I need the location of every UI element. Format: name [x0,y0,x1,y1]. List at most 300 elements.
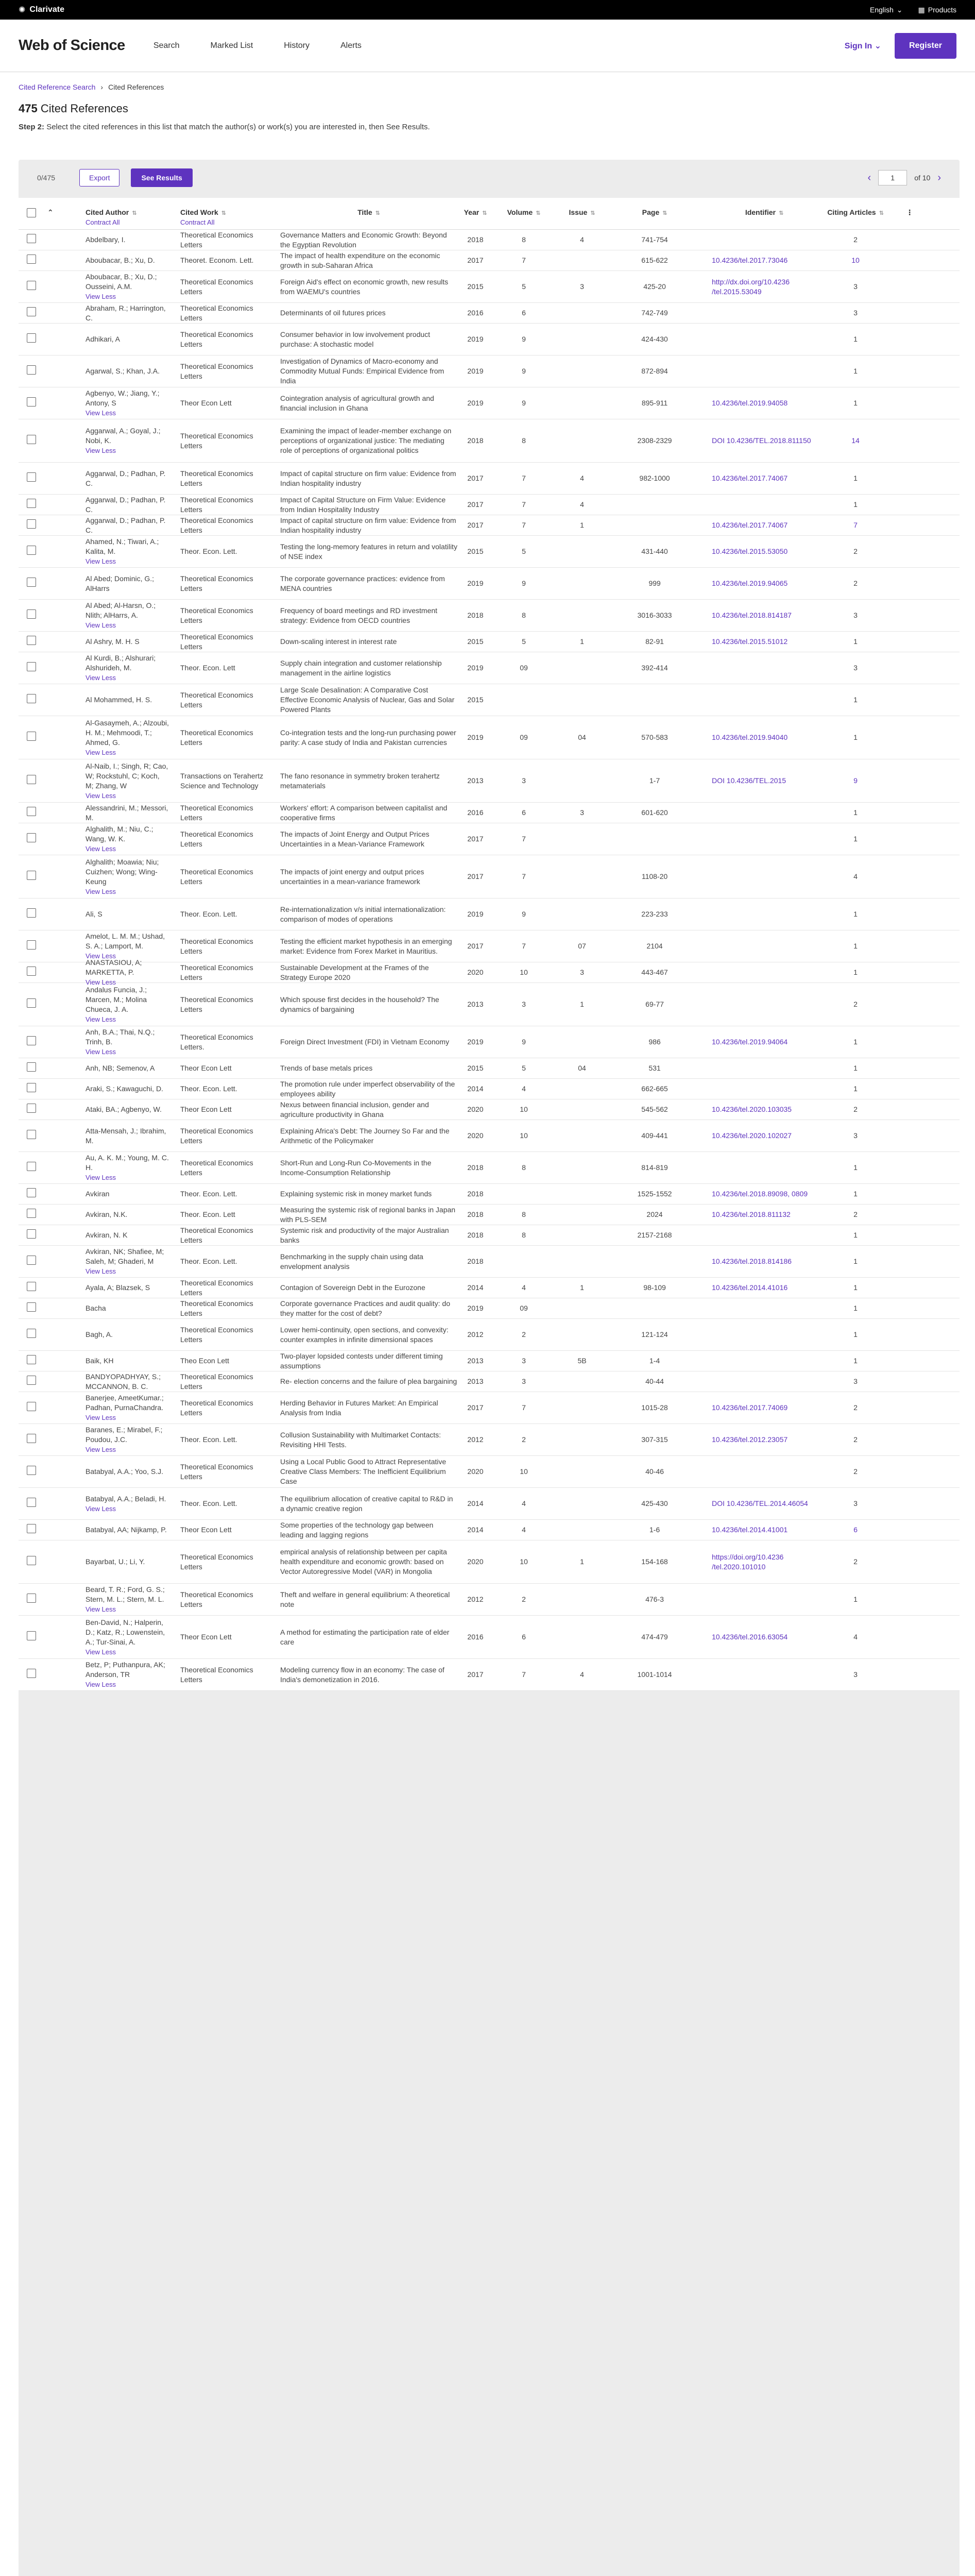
citing-articles-count[interactable]: 1 [853,835,858,843]
year: 2017 [467,872,484,880]
cited-work: Theoretical Economics Letters [180,1158,253,1177]
header-cited-work[interactable]: Cited Work ⇅ Contract All [169,208,277,226]
row-select-cell [19,397,47,409]
citing-articles-count[interactable]: 3 [853,664,858,672]
identifier-link[interactable]: 10.4236/tel.2019.94040 [712,733,788,741]
identifier-link[interactable]: 10.4236/tel.2015.51012 [712,637,788,646]
cited-author: Al-Gasaymeh, A.; Alzoubi, H. M.; Mehmoodi, T.; Ahmed, G. [85,718,169,747]
row-checkbox[interactable] [27,1209,36,1218]
year: 2017 [467,1670,484,1679]
citing-articles-count[interactable]: 3 [853,611,858,619]
row-checkbox[interactable] [27,636,36,645]
table-row [19,495,960,515]
cited-title: Large Scale Desalination: A Comparative Cost Effective Economic Analysis of Nuclear, Gas and Solar Powered Plants [280,686,455,714]
citing-articles-count[interactable]: 2 [853,1435,858,1444]
selected-count: 0/475 [37,174,56,182]
year: 2014 [467,1499,484,1507]
header-title[interactable]: Title ⇅ [357,208,380,216]
citing-articles-count[interactable]: 1 [853,1084,858,1093]
table-row [19,1520,960,1540]
row-checkbox[interactable] [27,1669,36,1678]
contract-all-work[interactable]: Contract All [180,218,215,226]
page-total: of 10 [914,174,931,182]
register-button[interactable]: Register [895,33,956,59]
next-page-icon[interactable]: › [937,172,941,183]
sort-icon: ⇅ [375,210,380,216]
cited-work: Theor. Econ. Lett. [180,1257,237,1265]
cited-author: Ben-David, N.; Halperin, D.; Katz, R.; Lowenstein, A.; Tur-Sinai, A. [85,1618,165,1646]
year: 2018 [467,1163,484,1172]
identifier-link[interactable]: 10.4236/tel.2020.102027 [712,1131,792,1140]
table-row [19,1278,960,1298]
citing-articles-count[interactable]: 10 [851,256,860,264]
identifier-link[interactable]: 10.4236/tel.2018.814187 [712,611,792,619]
row-select-cell [19,472,47,484]
page-range: 1-7 [649,776,660,785]
volume: 3 [522,1357,526,1365]
clarivate-brand[interactable]: ✺ Clarivate [19,5,64,14]
row-checkbox[interactable] [27,807,36,816]
identifier-link[interactable]: 10.4236/tel.2019.94065 [712,579,788,587]
year: 2019 [467,335,484,343]
issue: 4 [580,1670,584,1679]
page-range: 615-622 [641,256,668,264]
table-row [19,1152,960,1184]
view-less-link[interactable]: View Less [85,1267,116,1275]
cited-author-cell [76,985,169,1024]
cited-author: Avkiran [85,1190,110,1198]
row-checkbox[interactable] [27,546,36,555]
citing-articles-count[interactable]: 1 [853,968,858,976]
more-options-icon[interactable]: ⋮ [906,208,913,216]
cited-work: Theoretical Economics Letters [180,829,253,848]
citing-articles-count[interactable]: 2 [853,235,858,244]
nav-marked-list[interactable]: Marked List [210,41,253,50]
header-page[interactable]: Page ⇅ [642,208,668,216]
header-identifier[interactable]: Identifier ⇅ [745,208,784,216]
view-less-link[interactable]: View Less [85,887,116,895]
identifier-link[interactable]: https://doi.org/10.4236 /tel.2020.101010 [712,1552,784,1571]
cited-work: Theoretical Economics Letters [180,1278,253,1297]
view-less-link[interactable]: View Less [85,748,116,756]
row-checkbox[interactable] [27,1498,36,1507]
row-checkbox[interactable] [27,908,36,918]
row-checkbox[interactable] [27,499,36,508]
row-checkbox[interactable] [27,472,36,482]
identifier-link[interactable]: 10.4236/tel.2015.53050 [712,547,788,555]
row-checkbox[interactable] [27,1594,36,1603]
citing-articles-count[interactable]: 1 [853,1038,858,1046]
nav-alerts[interactable]: Alerts [340,41,362,50]
year: 2017 [467,942,484,950]
identifier-link[interactable]: 10.4236/tel.2017.73046 [712,256,788,264]
identifier-link[interactable]: 10.4236/tel.2018.89098, 0809 [712,1190,808,1198]
volume: 2 [522,1330,526,1338]
row-checkbox[interactable] [27,1524,36,1533]
identifier-link[interactable]: 10.4236/tel.2020.103035 [712,1105,792,1113]
volume: 7 [522,872,526,880]
row-checkbox[interactable] [27,333,36,343]
row-checkbox[interactable] [27,397,36,406]
select-all-checkbox[interactable] [27,208,36,217]
row-checkbox[interactable] [27,519,36,529]
volume: 9 [522,367,526,375]
view-less-link[interactable]: View Less [85,1605,116,1613]
page-range: 545-562 [641,1105,668,1113]
cited-work: Theoretical Economics Letters [180,1299,253,1317]
year: 2014 [467,1283,484,1292]
language-selector[interactable]: English ⌄ [869,5,903,14]
table-row [19,1371,960,1392]
page-range: 476-3 [645,1595,664,1603]
citing-articles-count[interactable]: 1 [853,367,858,375]
citing-articles-count[interactable]: 1 [853,808,858,817]
year: 2018 [467,1190,484,1198]
row-checkbox[interactable] [27,1631,36,1640]
view-less-link[interactable]: View Less [85,293,116,300]
row-checkbox[interactable] [27,1302,36,1312]
cited-author-cell [76,601,169,630]
row-checkbox[interactable] [27,1402,36,1411]
citing-articles-count[interactable]: 1 [853,500,858,509]
cited-author: Avkiran, N. K [85,1231,128,1239]
collapse-icon[interactable]: ⌃ [47,208,54,216]
wos-logo[interactable]: Web of Science [19,37,125,54]
table-row [19,1184,960,1205]
row-select-cell [19,609,47,621]
citing-articles-count[interactable]: 1 [853,1163,858,1172]
view-less-link[interactable]: View Less [85,447,116,454]
row-checkbox[interactable] [27,609,36,619]
citing-articles-count[interactable]: 2 [853,547,858,555]
row-checkbox[interactable] [27,694,36,703]
row-select-cell [19,1229,47,1241]
cited-work: Theor. Econ. Lett. [180,1084,237,1093]
row-checkbox[interactable] [27,1434,36,1443]
row-checkbox[interactable] [27,365,36,375]
identifier-link[interactable]: DOI 10.4236/TEL.2018.811150 [712,436,811,445]
page-range: 601-620 [641,808,668,817]
citing-articles-count[interactable]: 2 [853,1467,858,1476]
volume: 3 [522,1377,526,1385]
row-checkbox[interactable] [27,662,36,671]
identifier-link[interactable]: 10.4236/tel.2018.814186 [712,1257,792,1265]
citing-articles-count[interactable]: 1 [853,733,858,741]
cited-author-cell [76,388,169,418]
citing-articles-count[interactable]: 14 [851,436,860,445]
citing-articles-count[interactable]: 4 [853,872,858,880]
year: 2019 [467,910,484,918]
page-range: 474-479 [641,1633,668,1641]
cited-work: Theoretical Economics Letters [180,995,253,1013]
row-select-cell [19,1669,47,1681]
table-row [19,303,960,324]
citing-articles-count[interactable]: 3 [853,1131,858,1140]
identifier-link[interactable]: 10.4236/tel.2014.41016 [712,1283,788,1292]
cited-author: Ataki, BA.; Agbenyo, W. [85,1105,162,1113]
citing-articles-count[interactable]: 1 [853,1304,858,1312]
year: 2018 [467,611,484,619]
cited-author: Abraham, R.; Harrington, C. [85,303,166,322]
citing-articles-count[interactable]: 2 [853,1403,858,1412]
row-checkbox[interactable] [27,1104,36,1113]
nav-search[interactable]: Search [153,41,180,50]
row-checkbox[interactable] [27,1329,36,1338]
sort-icon: ⇅ [536,210,541,216]
cited-work: Theoretical Economics Letters [180,516,253,534]
citing-articles-count[interactable]: 7 [853,521,858,529]
row-checkbox[interactable] [27,1083,36,1092]
citing-articles-count[interactable]: 1 [853,1283,858,1292]
row-checkbox[interactable] [27,967,36,976]
products-menu[interactable]: ▦ Products [918,5,956,14]
cited-author: Bagh, A. [85,1330,113,1338]
view-less-link[interactable]: View Less [85,952,116,960]
row-select-cell [19,1524,47,1536]
row-checkbox[interactable] [27,255,36,264]
cited-author: Banerjee, AmeetKumar.; Padhan, PurnaChandra. [85,1394,164,1412]
cited-author: Aboubacar, B.; Xu, D. [85,256,155,264]
table-row [19,1392,960,1424]
issue: 5B [577,1357,587,1365]
results-panel [19,160,960,2576]
volume: 4 [522,1283,526,1292]
table-row [19,1540,960,1584]
nav-history[interactable]: History [284,41,310,50]
cited-author: Al Mohammed, H. S. [85,696,152,704]
page-range: 1001-1014 [637,1670,672,1679]
citing-articles-count[interactable]: 1 [853,942,858,950]
volume: 7 [522,1403,526,1412]
identifier-link[interactable]: 10.4236/tel.2019.94058 [712,399,788,407]
sign-in-button[interactable]: Sign In ⌄ [844,41,881,50]
citing-articles-count[interactable]: 1 [853,474,858,482]
citing-articles-count[interactable]: 3 [853,1670,858,1679]
cited-author: Betz, P; Puthanpura, AK; Anderson, TR [85,1660,165,1679]
citing-articles-count[interactable]: 1 [853,1190,858,1198]
cited-author: Aggarwal, D.; Padhan, P. C. [85,469,166,487]
row-select-cell [19,908,47,920]
year: 2013 [467,1377,484,1385]
citing-articles-count[interactable]: 2 [853,579,858,587]
view-less-link[interactable]: View Less [85,1015,116,1023]
contract-all-author[interactable]: Contract All [85,218,120,226]
row-checkbox[interactable] [27,732,36,741]
cited-author: Avkiran, NK; Shafiee, M; Saleh, M; Ghaderi, M [85,1247,164,1265]
year: 2012 [467,1330,484,1338]
year: 2018 [467,1210,484,1218]
row-select-cell [19,307,47,319]
view-less-link[interactable]: View Less [85,557,116,565]
view-less-link[interactable]: View Less [85,791,116,800]
prev-page-icon[interactable]: ‹ [867,172,871,183]
row-checkbox[interactable] [27,1556,36,1565]
row-checkbox[interactable] [27,940,36,950]
identifier-link[interactable]: 10.4236/tel.2018.811132 [712,1210,791,1218]
volume: 09 [520,733,528,741]
row-select-cell [19,1556,47,1568]
cited-work: Theoretical Economics Letters [180,1325,253,1344]
year: 2020 [467,1467,484,1476]
header-citing-articles[interactable]: Citing Articles ⇅ [827,208,884,216]
year: 2012 [467,1595,484,1603]
row-checkbox[interactable] [27,998,36,1008]
year: 2018 [467,436,484,445]
identifier-link[interactable]: 10.4236/tel.2014.41001 [712,1526,788,1534]
citing-articles-count[interactable]: 3 [853,309,858,317]
volume: 10 [520,1467,528,1476]
row-checkbox[interactable] [27,1188,36,1197]
identifier-link[interactable]: 10.4236/tel.2012.23057 [712,1435,788,1444]
cited-author: Alghalith, M.; Niu, C.; Wang, W. K. [85,825,153,843]
identifier-link[interactable]: 10.4236/tel.2017.74067 [712,521,788,529]
citing-articles-count[interactable]: 1 [853,910,858,918]
table-row [19,1225,960,1246]
cited-work: Theo Econ Lett [180,1357,229,1365]
row-checkbox[interactable] [27,1282,36,1291]
citing-articles-count[interactable]: 1 [853,1357,858,1365]
year: 2020 [467,1131,484,1140]
view-less-link[interactable]: View Less [85,1446,116,1453]
view-less-link[interactable]: View Less [85,1648,116,1656]
row-checkbox[interactable] [27,833,36,842]
cited-work: Theoretical Economics Letters [180,1372,253,1391]
view-less-link[interactable]: View Less [85,1174,116,1181]
citing-articles-count[interactable]: 1 [853,335,858,343]
row-checkbox[interactable] [27,1229,36,1239]
cited-author: Al Abed; Dominic, G.; AlHarrs [85,574,155,592]
row-checkbox[interactable] [27,775,36,784]
citing-articles-count[interactable]: 1 [853,637,858,646]
row-checkbox[interactable] [27,1130,36,1139]
row-checkbox[interactable] [27,234,36,243]
citing-articles-count[interactable]: 1 [853,1330,858,1338]
citing-articles-count[interactable]: 3 [853,1377,858,1385]
cited-author: Agbenyo, W.; Jiang, Y.; Antony, S [85,389,160,407]
page-range: 223-233 [641,910,668,918]
cited-work: Theor Econ Lett [180,1064,232,1072]
identifier-link[interactable]: DOI 10.4236/TEL.2015 [712,776,786,785]
citing-articles-count[interactable]: 6 [853,1526,858,1534]
view-less-link[interactable]: View Less [85,978,116,986]
citing-articles-count[interactable]: 2 [853,1105,858,1113]
cited-title: Cointegration analysis of agricultural growth and financial inclusion in Ghana [280,394,434,412]
cited-title: Co-integration tests and the long-run purchasing power parity: A case study of India and Pakistan currencies [280,728,456,747]
cited-title: Re- election concerns and the failure of plea bargaining [280,1377,457,1385]
cited-title: Investigation of Dynamics of Macro-economy and Commodity Mutual Funds: Empirical Evidence from India [280,357,444,385]
citing-articles-count[interactable]: 2 [853,1000,858,1008]
page-range: 307-315 [641,1435,668,1444]
page-range: 814-819 [641,1163,668,1172]
cited-title: Collusion Sustainability with Multimarket Contacts: Revisiting HHI Tests. [280,1430,441,1449]
view-less-link[interactable]: View Less [85,409,116,417]
citing-articles-count[interactable]: 4 [853,1633,858,1641]
identifier-link[interactable]: 10.4236/tel.2017.74069 [712,1403,788,1412]
citing-articles-count[interactable]: 1 [853,1257,858,1265]
citing-articles-count[interactable]: 1 [853,399,858,407]
cited-author: Batabyal, AA; Nijkamp, P. [85,1526,167,1534]
citing-articles-count[interactable]: 3 [853,282,858,291]
issue: 3 [580,968,584,976]
year: 2014 [467,1526,484,1534]
row-checkbox[interactable] [27,1062,36,1072]
row-checkbox[interactable] [27,1036,36,1045]
citing-articles-count[interactable]: 2 [853,1557,858,1566]
header-year[interactable]: Year ⇅ [464,208,487,216]
export-button[interactable]: Export [79,169,119,187]
view-less-link[interactable]: View Less [85,1681,116,1688]
cited-work: Theor Econ Lett [180,1526,232,1534]
volume: 8 [522,1231,526,1239]
breadcrumb-cited-ref-search[interactable]: Cited Reference Search [19,83,96,91]
issue: 1 [580,1000,584,1008]
citing-articles-count[interactable]: 9 [853,776,858,785]
cited-work: Theor. Econ. Lett. [180,1435,237,1444]
view-less-link[interactable]: View Less [85,674,116,682]
citing-articles-count[interactable]: 1 [853,696,858,704]
view-less-link[interactable]: View Less [85,1048,116,1056]
citing-articles-count[interactable]: 2 [853,1210,858,1218]
row-checkbox[interactable] [27,1376,36,1385]
cited-references-table [19,198,960,1691]
header-cited-author[interactable]: Cited Author ⇅ Contract All [76,208,169,226]
see-results-button[interactable]: See Results [131,168,192,187]
header-volume[interactable]: Volume ⇅ [507,208,541,216]
table-row [19,515,960,536]
row-checkbox[interactable] [27,307,36,316]
row-select-cell [19,732,47,743]
year: 2012 [467,1435,484,1444]
cited-work: Theoretical Economics Letters [180,1665,253,1684]
cited-title: Some properties of the technology gap between leading and lagging regions [280,1520,434,1539]
row-select-cell [19,1104,47,1115]
view-less-link[interactable]: View Less [85,1504,116,1513]
identifier-link[interactable]: DOI 10.4236/TEL.2014.46054 [712,1499,808,1507]
cited-work: Theoretical Economics Letters [180,963,253,981]
row-select-cell [19,1329,47,1341]
row-checkbox[interactable] [27,1355,36,1364]
page-range: 741-754 [641,235,668,244]
row-select-cell [19,1083,47,1095]
identifier-link[interactable]: 10.4236/tel.2017.74067 [712,474,788,482]
view-less-link[interactable]: View Less [85,621,116,629]
volume: 7 [522,500,526,509]
identifier-link[interactable]: http://dx.doi.org/10.4236 /tel.2015.53049 [712,277,790,296]
cited-author-cell [76,1153,169,1182]
year: 2019 [467,1038,484,1046]
row-checkbox[interactable] [27,1162,36,1171]
view-less-link[interactable]: View Less [85,1414,116,1421]
page-input[interactable]: 1 [878,170,907,185]
row-checkbox[interactable] [27,578,36,587]
citing-articles-count[interactable]: 1 [853,1231,858,1239]
header-issue[interactable]: Issue ⇅ [569,208,595,216]
page-range: 431-440 [641,547,668,555]
row-checkbox[interactable] [27,1466,36,1475]
row-checkbox[interactable] [27,871,36,880]
row-checkbox[interactable] [27,435,36,444]
identifier-link[interactable]: 10.4236/tel.2019.94064 [712,1038,788,1046]
row-checkbox[interactable] [27,1256,36,1265]
row-checkbox[interactable] [27,281,36,290]
citing-articles-count[interactable]: 1 [853,1064,858,1072]
citing-articles-count[interactable]: 3 [853,1499,858,1507]
view-less-link[interactable]: View Less [85,845,116,853]
citing-articles-count[interactable]: 1 [853,1595,858,1603]
row-select-cell [19,1466,47,1478]
identifier-link[interactable]: 10.4236/tel.2016.63054 [712,1633,788,1641]
year: 2015 [467,1064,484,1072]
